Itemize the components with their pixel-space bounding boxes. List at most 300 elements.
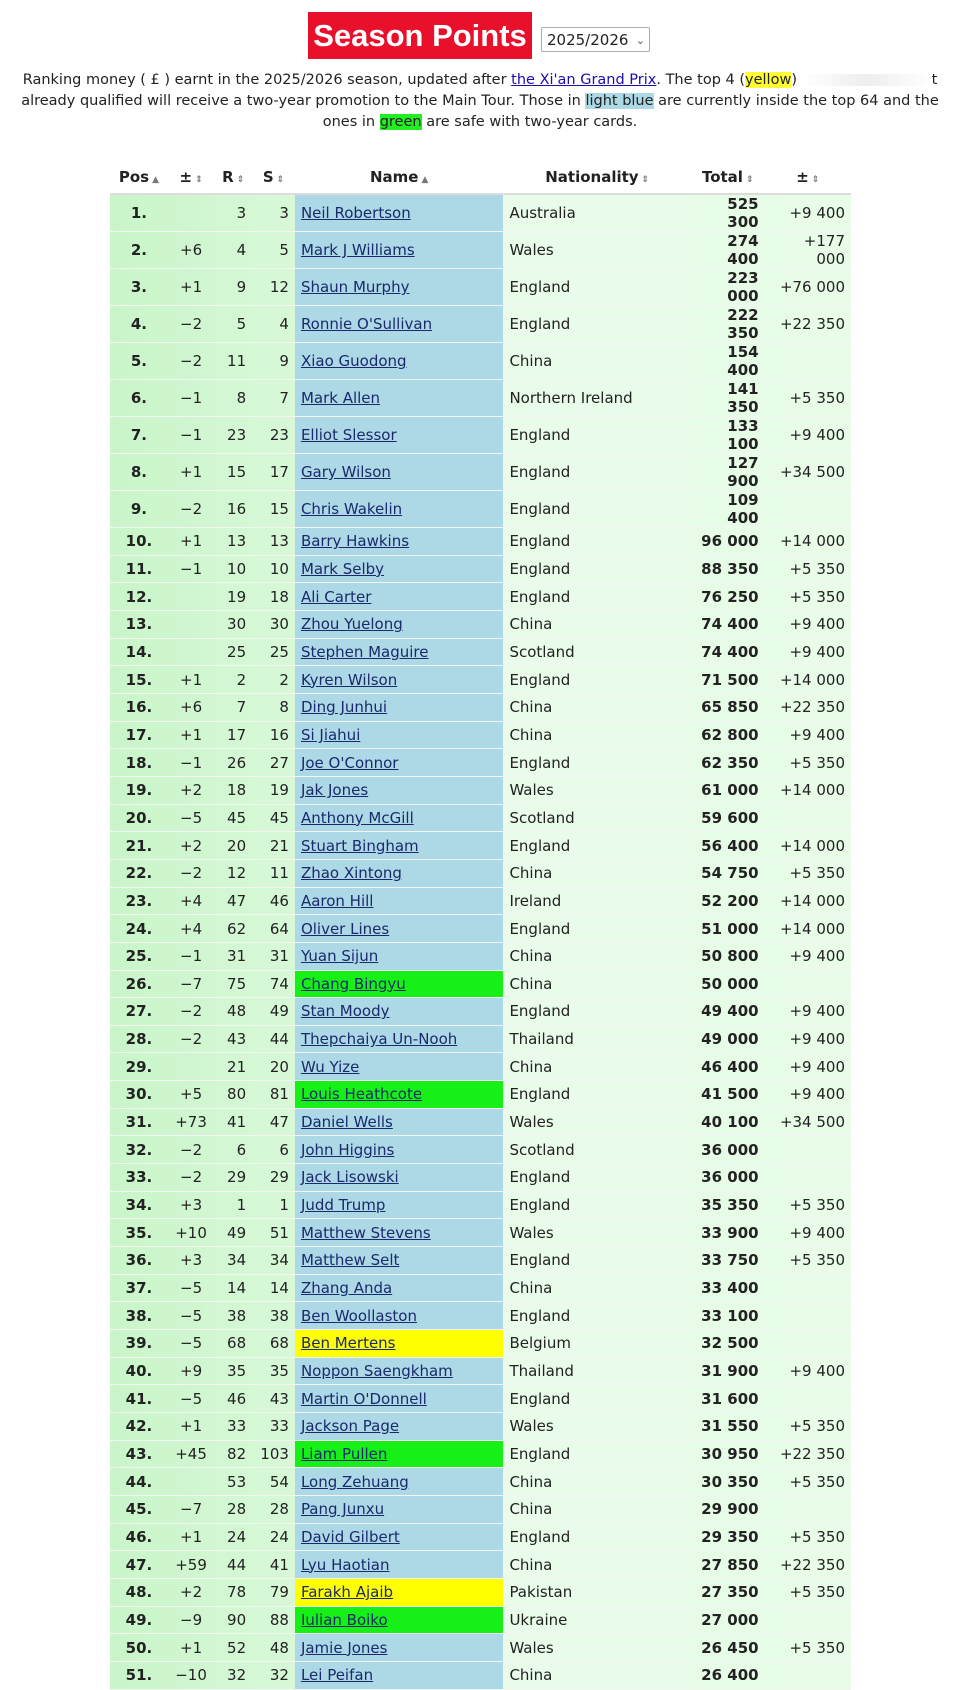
s-cell: 8 [252, 693, 295, 721]
r-cell: 2 [214, 666, 252, 694]
delta-cell [765, 1302, 851, 1330]
s-cell: 34 [252, 1247, 295, 1275]
player-link[interactable]: Zhou Yuelong [300, 615, 403, 634]
nationality-cell: China [503, 1495, 690, 1523]
change-cell: −2 [168, 998, 214, 1026]
r-cell: 8 [214, 380, 252, 417]
player-link[interactable]: Neil Robertson [300, 204, 411, 222]
table-row [110, 583, 851, 611]
total-cell: 222 350 [691, 306, 765, 343]
pos-cell: 9. [110, 491, 168, 528]
player-link[interactable]: Si Jiahui [300, 725, 361, 744]
player-link[interactable]: Anthony McGill [300, 808, 414, 827]
r-cell: 10 [214, 555, 252, 583]
delta-cell: +5 350 [765, 583, 851, 611]
s-cell: 49 [252, 998, 295, 1026]
delta-cell: +22 350 [765, 693, 851, 721]
table-row [110, 306, 851, 343]
table-row [110, 1025, 851, 1053]
delta-cell: +9 400 [765, 194, 851, 232]
s-cell: 2 [252, 666, 295, 694]
nationality-cell: Thailand [503, 1025, 690, 1053]
change-cell: −5 [168, 1385, 214, 1413]
table-row [110, 832, 851, 860]
player-link[interactable]: Jackson Page [300, 1417, 400, 1436]
player-link[interactable]: Daniel Wells [300, 1113, 393, 1132]
delta-cell: +22 350 [765, 1440, 851, 1468]
table-row [110, 528, 851, 556]
col-pos[interactable] [110, 161, 168, 194]
table-row [110, 1247, 851, 1275]
table-row [110, 998, 851, 1026]
s-cell: 33 [252, 1413, 295, 1441]
change-cell: +4 [168, 915, 214, 943]
player-name-cell [295, 1523, 504, 1551]
col-r[interactable] [214, 161, 252, 194]
r-cell: 43 [214, 1025, 252, 1053]
player-link[interactable]: Jack Lisowski [300, 1168, 399, 1187]
nationality-cell: Ukraine [503, 1606, 690, 1634]
s-cell: 32 [252, 1661, 295, 1689]
player-name-cell [295, 1108, 504, 1136]
player-link[interactable]: Chris Wakelin [300, 500, 403, 518]
s-cell: 12 [252, 269, 295, 306]
player-link[interactable]: Stan Moody [300, 1002, 390, 1021]
pos-cell: 31. [110, 1108, 168, 1136]
pos-cell: 20. [110, 804, 168, 832]
delta-cell: +34 500 [765, 1108, 851, 1136]
pos-cell: 25. [110, 942, 168, 970]
r-cell: 53 [214, 1468, 252, 1496]
player-link[interactable]: Yuan Sijun [300, 947, 379, 966]
player-name-cell [295, 1385, 504, 1413]
table-row [110, 970, 851, 998]
delta-cell: +5 350 [765, 749, 851, 777]
player-link[interactable]: Barry Hawkins [300, 532, 410, 551]
change-cell: +45 [168, 1440, 214, 1468]
col-delta-label: ± [796, 168, 809, 186]
player-link[interactable]: Noppon Saengkham [300, 1362, 453, 1381]
nationality-cell: China [503, 1468, 690, 1496]
season-select[interactable] [541, 27, 650, 52]
player-name-cell [295, 1302, 504, 1330]
nationality-cell: England [503, 583, 690, 611]
table-row [110, 1330, 851, 1358]
change-cell: +2 [168, 776, 214, 804]
total-cell: 223 000 [691, 269, 765, 306]
player-link[interactable]: Oliver Lines [300, 919, 390, 938]
player-link[interactable]: Martin O'Donnell [300, 1389, 427, 1408]
player-name-cell [295, 610, 504, 638]
player-name-cell [295, 555, 504, 583]
change-cell: +4 [168, 887, 214, 915]
table-row [110, 804, 851, 832]
player-link[interactable]: Joe O'Connor [300, 753, 399, 772]
player-link[interactable]: Gary Wilson [300, 463, 391, 481]
player-name-cell [295, 1551, 504, 1579]
nationality-cell: China [503, 1551, 690, 1579]
change-cell: −1 [168, 942, 214, 970]
delta-cell: +9 400 [765, 1357, 851, 1385]
sort-icon: ⇕ [811, 175, 820, 185]
pos-cell: 37. [110, 1274, 168, 1302]
s-cell: 27 [252, 749, 295, 777]
change-cell: +73 [168, 1108, 214, 1136]
total-cell: 109 400 [691, 491, 765, 528]
change-cell: −2 [168, 1025, 214, 1053]
nationality-cell: Wales [503, 776, 690, 804]
change-cell: −1 [168, 417, 214, 454]
player-name-cell [295, 1191, 504, 1219]
s-cell: 4 [252, 306, 295, 343]
r-cell: 14 [214, 1274, 252, 1302]
delta-cell [765, 1495, 851, 1523]
delta-cell: +5 350 [765, 1191, 851, 1219]
r-cell: 13 [214, 528, 252, 556]
r-cell: 41 [214, 1108, 252, 1136]
r-cell: 52 [214, 1634, 252, 1662]
r-cell: 11 [214, 343, 252, 380]
r-cell: 46 [214, 1385, 252, 1413]
pos-cell: 28. [110, 1025, 168, 1053]
player-link[interactable]: Zhao Xintong [300, 864, 402, 883]
delta-cell [765, 804, 851, 832]
delta-cell: +14 000 [765, 528, 851, 556]
r-cell: 17 [214, 721, 252, 749]
table-row [110, 1053, 851, 1081]
s-cell: 23 [252, 417, 295, 454]
pos-cell: 18. [110, 749, 168, 777]
total-cell: 133 100 [691, 417, 765, 454]
s-cell: 15 [252, 491, 295, 528]
total-cell: 49 400 [691, 998, 765, 1026]
s-cell: 35 [252, 1357, 295, 1385]
player-link[interactable]: Ben Woollaston [300, 1306, 417, 1325]
delta-cell: +9 400 [765, 1081, 851, 1109]
total-cell: 96 000 [691, 528, 765, 556]
table-row [110, 1551, 851, 1579]
pos-cell: 47. [110, 1551, 168, 1579]
total-cell: 76 250 [691, 583, 765, 611]
player-name-cell [295, 232, 504, 269]
player-name-cell [295, 1495, 504, 1523]
delta-cell [765, 1274, 851, 1302]
tournament-link[interactable]: the Xi'an Grand Prix [511, 72, 657, 88]
nationality-cell: Scotland [503, 1136, 690, 1164]
nationality-cell: England [503, 454, 690, 491]
player-link[interactable]: Matthew Selt [300, 1251, 400, 1270]
player-link[interactable]: Long Zehuang [300, 1472, 409, 1491]
s-cell: 103 [252, 1440, 295, 1468]
change-cell: +1 [168, 1413, 214, 1441]
page-title: Season Points [308, 12, 532, 59]
nationality-cell: China [503, 859, 690, 887]
player-link[interactable]: Elliot Slessor [300, 426, 397, 444]
player-link[interactable]: Matthew Stevens [300, 1223, 431, 1242]
delta-cell: +5 350 [765, 1523, 851, 1551]
s-cell: 6 [252, 1136, 295, 1164]
delta-cell: +9 400 [765, 942, 851, 970]
nationality-cell: England [503, 666, 690, 694]
total-cell: 32 500 [691, 1330, 765, 1358]
player-link[interactable]: Zhang Anda [300, 1279, 393, 1298]
player-link[interactable]: Stephen Maguire [300, 642, 429, 661]
nationality-cell: England [503, 417, 690, 454]
intro-part1: Ranking money ( £ ) earnt in the 2025/2026 season, updated after [22, 72, 512, 88]
change-cell: −7 [168, 1495, 214, 1523]
player-link[interactable]: Kyren Wilson [300, 670, 398, 689]
delta-cell: +76 000 [765, 269, 851, 306]
s-cell: 45 [252, 804, 295, 832]
player-link[interactable]: Shaun Murphy [300, 278, 410, 296]
s-cell: 54 [252, 1468, 295, 1496]
total-cell: 41 500 [691, 1081, 765, 1109]
r-cell: 25 [214, 638, 252, 666]
yellow-highlight: yellow [745, 72, 792, 88]
s-cell: 43 [252, 1385, 295, 1413]
intro-part2: . The top 4 ( [656, 72, 746, 88]
col-s-label: S [262, 168, 274, 186]
player-link[interactable]: David Gilbert [300, 1527, 400, 1546]
s-cell: 68 [252, 1330, 295, 1358]
col-name[interactable] [295, 161, 504, 194]
player-link[interactable]: Louis Heathcote [300, 1085, 423, 1104]
total-cell: 525 300 [691, 194, 765, 232]
chevron-down-icon: ⌄ [635, 34, 645, 47]
player-link[interactable]: Pang Junxu [300, 1500, 385, 1519]
nationality-cell: Australia [503, 194, 690, 232]
table-row [110, 721, 851, 749]
s-cell: 30 [252, 610, 295, 638]
player-link[interactable]: Stuart Bingham [300, 836, 419, 855]
pos-cell: 13. [110, 610, 168, 638]
nationality-cell: Wales [503, 232, 690, 269]
nationality-cell: Wales [503, 1413, 690, 1441]
change-cell: −2 [168, 343, 214, 380]
r-cell: 6 [214, 1136, 252, 1164]
table-row [110, 887, 851, 915]
table-row [110, 1136, 851, 1164]
total-cell: 33 750 [691, 1247, 765, 1275]
player-name-cell [295, 1247, 504, 1275]
player-name-cell [295, 1164, 504, 1192]
player-link[interactable]: Jak Jones [300, 781, 369, 800]
delta-cell [765, 1385, 851, 1413]
r-cell: 47 [214, 887, 252, 915]
player-link[interactable]: Mark J Williams [300, 241, 415, 259]
player-link[interactable]: Jamie Jones [300, 1638, 388, 1657]
col-pos-label: Pos [118, 168, 150, 186]
delta-cell [765, 1606, 851, 1634]
delta-cell: +5 350 [765, 1634, 851, 1662]
player-link[interactable]: Mark Allen [300, 389, 381, 407]
s-cell: 18 [252, 583, 295, 611]
player-name-cell [295, 832, 504, 860]
delta-cell: +14 000 [765, 776, 851, 804]
player-link[interactable]: Mark Selby [300, 559, 385, 578]
player-link[interactable]: Ding Junhui [300, 698, 388, 717]
table-row [110, 1523, 851, 1551]
player-name-cell [295, 306, 504, 343]
table-row [110, 454, 851, 491]
pos-cell: 39. [110, 1330, 168, 1358]
change-cell: −5 [168, 1330, 214, 1358]
player-link[interactable]: Lyu Haotian [300, 1555, 390, 1574]
pos-cell: 46. [110, 1523, 168, 1551]
table-row [110, 491, 851, 528]
r-cell: 48 [214, 998, 252, 1026]
change-cell [168, 1468, 214, 1496]
change-cell: +59 [168, 1551, 214, 1579]
r-cell: 49 [214, 1219, 252, 1247]
r-cell: 23 [214, 417, 252, 454]
change-cell: −1 [168, 555, 214, 583]
player-link[interactable]: Iulian Boiko [300, 1610, 388, 1629]
nationality-cell: England [503, 1164, 690, 1192]
col-total-label: Total [701, 168, 743, 186]
change-cell: +5 [168, 1081, 214, 1109]
s-cell: 88 [252, 1606, 295, 1634]
nationality-cell: Wales [503, 1634, 690, 1662]
pos-cell: 33. [110, 1164, 168, 1192]
sort-icon: ⇕ [195, 175, 203, 185]
sort-icon: ⇕ [276, 175, 285, 185]
player-link[interactable]: Thepchaiya Un-Nooh [300, 1030, 458, 1049]
pos-cell: 26. [110, 970, 168, 998]
col-total[interactable] [691, 161, 765, 194]
player-link[interactable]: Xiao Guodong [300, 352, 407, 370]
player-link[interactable]: Judd Trump [300, 1196, 386, 1215]
total-cell: 46 400 [691, 1053, 765, 1081]
r-cell: 5 [214, 306, 252, 343]
delta-cell: +9 400 [765, 721, 851, 749]
table-row [110, 1661, 851, 1689]
pos-cell: 16. [110, 693, 168, 721]
table-row [110, 693, 851, 721]
total-cell: 31 600 [691, 1385, 765, 1413]
player-link[interactable]: John Higgins [300, 1140, 395, 1159]
col-name-label: Name [369, 168, 419, 186]
change-cell: −2 [168, 1164, 214, 1192]
s-cell: 16 [252, 721, 295, 749]
r-cell: 24 [214, 1523, 252, 1551]
total-cell: 56 400 [691, 832, 765, 860]
s-cell: 38 [252, 1302, 295, 1330]
delta-cell [765, 1661, 851, 1689]
total-cell: 50 000 [691, 970, 765, 998]
s-cell: 46 [252, 887, 295, 915]
total-cell: 40 100 [691, 1108, 765, 1136]
total-cell: 127 900 [691, 454, 765, 491]
nationality-cell: England [503, 749, 690, 777]
pos-cell: 41. [110, 1385, 168, 1413]
total-cell: 33 900 [691, 1219, 765, 1247]
player-link[interactable]: Ben Mertens [300, 1334, 396, 1353]
total-cell: 30 950 [691, 1440, 765, 1468]
pos-cell: 2. [110, 232, 168, 269]
player-link[interactable]: Aaron Hill [300, 891, 374, 910]
player-link[interactable]: Wu Yize [300, 1057, 360, 1076]
table-row [110, 1440, 851, 1468]
pos-cell: 7. [110, 417, 168, 454]
change-cell: −5 [168, 804, 214, 832]
table-row [110, 1219, 851, 1247]
col-s[interactable] [252, 161, 295, 194]
player-name-cell [295, 1440, 504, 1468]
player-link[interactable]: Chang Bingyu [300, 974, 406, 993]
col-nationality[interactable] [503, 161, 690, 194]
table-row [110, 1413, 851, 1441]
r-cell: 90 [214, 1606, 252, 1634]
change-cell: −10 [168, 1661, 214, 1689]
delta-cell: +34 500 [765, 454, 851, 491]
player-name-cell [295, 1468, 504, 1496]
r-cell: 75 [214, 970, 252, 998]
player-name-cell [295, 583, 504, 611]
total-cell: 54 750 [691, 859, 765, 887]
r-cell: 20 [214, 832, 252, 860]
nationality-cell: Thailand [503, 1357, 690, 1385]
total-cell: 35 350 [691, 1191, 765, 1219]
delta-cell: +5 350 [765, 859, 851, 887]
nationality-cell: Wales [503, 1219, 690, 1247]
player-link[interactable]: Liam Pullen [300, 1444, 388, 1463]
nationality-cell: China [503, 1274, 690, 1302]
change-cell: +1 [168, 454, 214, 491]
sort-icon: ⇕ [236, 175, 245, 185]
total-cell: 74 400 [691, 638, 765, 666]
col-delta[interactable] [765, 161, 851, 194]
player-link[interactable]: Ronnie O'Sullivan [300, 315, 433, 333]
s-cell: 3 [252, 194, 295, 232]
table-row [110, 638, 851, 666]
r-cell: 26 [214, 749, 252, 777]
r-cell: 21 [214, 1053, 252, 1081]
table-row [110, 232, 851, 269]
nationality-cell: China [503, 1053, 690, 1081]
player-name-cell [295, 942, 504, 970]
pos-cell: 21. [110, 832, 168, 860]
total-cell: 33 100 [691, 1302, 765, 1330]
nationality-cell: Belgium [503, 1330, 690, 1358]
total-cell: 154 400 [691, 343, 765, 380]
table-body [110, 194, 851, 1689]
col-change-label: ± [179, 168, 193, 186]
player-link[interactable]: Ali Carter [300, 587, 372, 606]
change-cell: +2 [168, 1578, 214, 1606]
player-link[interactable]: Farakh Ajaib [300, 1583, 394, 1602]
pos-cell: 50. [110, 1634, 168, 1662]
total-cell: 29 900 [691, 1495, 765, 1523]
player-link[interactable]: Lei Peifan [300, 1666, 374, 1685]
change-cell [168, 583, 214, 611]
r-cell: 31 [214, 942, 252, 970]
s-cell: 17 [252, 454, 295, 491]
pos-cell: 49. [110, 1606, 168, 1634]
player-name-cell [295, 693, 504, 721]
r-cell: 38 [214, 1302, 252, 1330]
player-name-cell [295, 269, 504, 306]
total-cell: 36 000 [691, 1164, 765, 1192]
col-change[interactable] [168, 161, 214, 194]
change-cell: +1 [168, 1634, 214, 1662]
player-name-cell [295, 1413, 504, 1441]
delta-cell: +5 350 [765, 1468, 851, 1496]
s-cell: 51 [252, 1219, 295, 1247]
nationality-cell: England [503, 1247, 690, 1275]
change-cell: +10 [168, 1219, 214, 1247]
nationality-cell: England [503, 1191, 690, 1219]
